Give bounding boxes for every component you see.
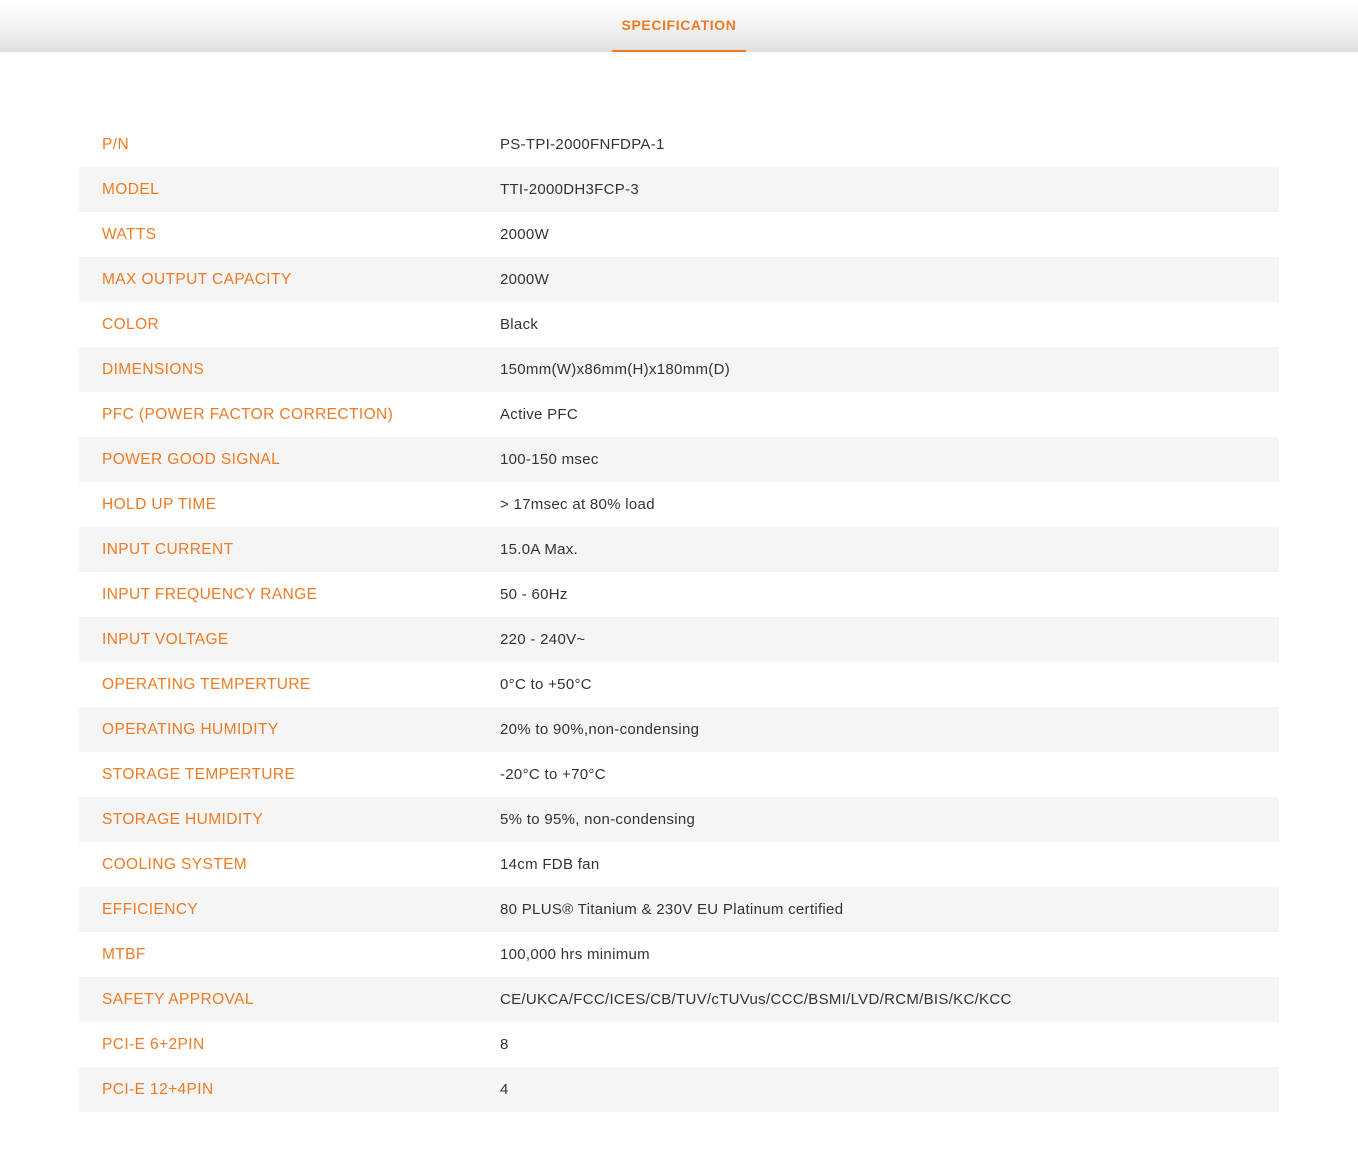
spec-value: 15.0A Max. [500, 541, 579, 558]
spec-key: COLOR [102, 315, 160, 333]
spec-row-input-current [79, 527, 1279, 572]
spec-value: 150mm(W)x86mm(H)x180mm(D) [500, 361, 731, 378]
spec-key: INPUT FREQUENCY RANGE [102, 585, 318, 603]
spec-row-max-output [79, 257, 1279, 302]
spec-key: MTBF [102, 945, 146, 963]
spec-row-model [79, 167, 1279, 212]
spec-value: -20°C to +70°C [500, 766, 606, 783]
specification-table [79, 122, 1279, 1112]
spec-row-input-frequency [79, 572, 1279, 617]
spec-key: OPERATING HUMIDITY [102, 720, 279, 738]
spec-key: EFFICIENCY [102, 900, 199, 918]
spec-value: PS-TPI-2000FNFDPA-1 [500, 136, 665, 153]
spec-value: Black [500, 316, 539, 333]
spec-key: OPERATING TEMPERTURE [102, 675, 311, 693]
spec-key: POWER GOOD SIGNAL [102, 450, 281, 468]
spec-key: WATTS [102, 225, 157, 243]
spec-row-efficiency [79, 887, 1279, 932]
spec-key: COOLING SYSTEM [102, 855, 248, 873]
spec-key: PCI-E 6+2PIN [102, 1035, 205, 1053]
spec-key: DIMENSIONS [102, 360, 205, 378]
spec-row-storage-temp [79, 752, 1279, 797]
spec-row-hold-up [79, 482, 1279, 527]
spec-row-pfc [79, 392, 1279, 437]
spec-key: SAFETY APPROVAL [102, 990, 254, 1008]
spec-row-operating-temp [79, 662, 1279, 707]
spec-value: 100-150 msec [500, 451, 599, 468]
spec-value: 2000W [500, 226, 550, 243]
spec-key: STORAGE TEMPERTURE [102, 765, 296, 783]
spec-row-pcie-12-4 [79, 1067, 1279, 1112]
spec-row-power-good [79, 437, 1279, 482]
spec-key: HOLD UP TIME [102, 495, 217, 513]
spec-value: 2000W [500, 271, 550, 288]
active-tab-indicator [612, 50, 746, 52]
spec-value: 8 [500, 1036, 509, 1053]
spec-row-dimensions [79, 347, 1279, 392]
spec-row-pn [79, 122, 1279, 167]
spec-value: 50 - 60Hz [500, 586, 568, 603]
spec-value: 14cm FDB fan [500, 856, 600, 873]
spec-value: 20% to 90%,non-condensing [500, 721, 700, 738]
spec-value: 5% to 95%, non-condensing [500, 811, 696, 828]
spec-row-color [79, 302, 1279, 347]
spec-row-storage-humidity [79, 797, 1279, 842]
spec-key: STORAGE HUMIDITY [102, 810, 264, 828]
spec-row-operating-humidity [79, 707, 1279, 752]
spec-value: 220 - 240V~ [500, 631, 586, 648]
spec-key: PCI-E 12+4PIN [102, 1080, 214, 1098]
spec-key: INPUT VOLTAGE [102, 630, 229, 648]
spec-row-input-voltage [79, 617, 1279, 662]
spec-value: Active PFC [500, 406, 579, 423]
spec-key: MAX OUTPUT CAPACITY [102, 270, 292, 288]
tab-bar [0, 0, 1358, 52]
tab-specification[interactable] [612, 0, 746, 52]
tab-specification-label: SPECIFICATION [621, 17, 737, 33]
spec-row-mtbf [79, 932, 1279, 977]
spec-value: 100,000 hrs minimum [500, 946, 650, 963]
spec-key: MODEL [102, 180, 160, 198]
spec-value: TTI-2000DH3FCP-3 [500, 181, 640, 198]
spec-row-watts [79, 212, 1279, 257]
spec-key: P/N [102, 135, 130, 153]
spec-value: 0°C to +50°C [500, 676, 592, 693]
spec-row-safety [79, 977, 1279, 1022]
spec-row-pcie-6-2 [79, 1022, 1279, 1067]
spec-key: INPUT CURRENT [102, 540, 234, 558]
spec-value: 4 [500, 1081, 509, 1098]
spec-key: PFC (POWER FACTOR CORRECTION) [102, 405, 394, 423]
spec-value: 80 PLUS® Titanium & 230V EU Platinum certified [500, 901, 844, 918]
spec-value: CE/UKCA/FCC/ICES/CB/TUV/cTUVus/CCC/BSMI/LVD/RCM/BIS/KC/KCC [500, 991, 1012, 1008]
spec-value: > 17msec at 80% load [500, 496, 655, 513]
spec-row-cooling [79, 842, 1279, 887]
